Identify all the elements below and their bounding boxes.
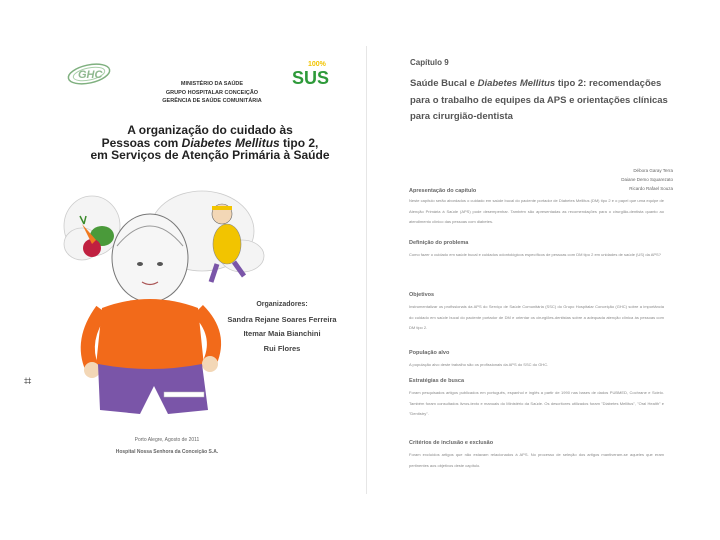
- sus-badge-top: 100%: [308, 61, 326, 68]
- organizers-block: [222, 298, 342, 356]
- sus-badge-main: SUS: [292, 68, 330, 88]
- chapter-title-line3: para cirurgião-dentista: [410, 111, 513, 122]
- organizer-name: Rui Flores: [263, 343, 301, 353]
- section-heading-criteria: Critérios de inclusão e exclusão: [409, 440, 494, 446]
- chapter-title-line1: Saúde Bucal e Diabetes Mellitus tipo 2: recomendações: [410, 78, 662, 89]
- footer-place-date: Porto Alegre, Agosto de 2011: [134, 437, 200, 443]
- author-name: Ricardo Rafael Souza: [629, 186, 673, 191]
- author-name: Débora Garay Terra: [633, 168, 673, 173]
- side-mark-icon: ⌗: [24, 373, 32, 388]
- organizer-name: Sandra Rejane Soares Ferreira: [227, 314, 337, 324]
- section-heading-problem: Definição do problema: [409, 240, 469, 246]
- chapter-page: [366, 46, 689, 494]
- cover-title: [62, 124, 358, 162]
- cover-title-line1: A organização do cuidado às: [127, 123, 293, 137]
- chapter-title-line2: para o trabalho de equipes da APS e orientações clínicas: [410, 94, 668, 106]
- section-heading-population: População alvo: [409, 350, 450, 356]
- footer-publisher: Hospital Nossa Senhora da Conceição S.A.: [115, 449, 219, 455]
- section-heading-search: Estratégias de busca: [409, 378, 465, 384]
- cover-header: [122, 80, 302, 106]
- cover-title-line3: em Serviços de Atenção Primária à Saúde: [90, 148, 330, 162]
- chapter-title: [410, 76, 680, 126]
- organizers-label: Organizadores:: [256, 301, 308, 308]
- section-body-criteria: Foram excluídos artigos que não estavam relacionados à APS. No processo de seleção dos artigos mantiveram-se aqueles que eram pertinentes aos objetivos deste capítulo.: [409, 452, 664, 468]
- header-line-ministry: MINISTÉRIO DA SAÚDE: [180, 81, 244, 87]
- header-line-group: GRUPO HOSPITALAR CONCEIÇÃO: [165, 89, 259, 96]
- section-body-population: A população alvo deste trabalho são os profissionais da APS do SSC do GHC.: [409, 362, 549, 367]
- chapter-number: Capítulo 9: [410, 58, 449, 67]
- section-heading-objectives: Objetivos: [409, 292, 435, 298]
- cover-footer: [62, 434, 272, 458]
- section-body-problem: Como fazer o cuidado em saúde bucal e cuidados odontológicos específicos de pessoas com DM tipo 2 em unidades de saúde (US) da APS?: [409, 252, 661, 257]
- section-body-presentation: Neste capítulo serão abordados o cuidado em saúde bucal do paciente portador de Diabetes Mellitus (DM) tipo 2 e o papel que uma equipe de Atenção Primária à Saúde (APS) pode desempenhar. Também são apresentadas as recomendações para o cirurgião-dentista quanto ao atendimento clínico das pessoas com diabetes.: [409, 198, 664, 224]
- book-cover: [62, 48, 358, 468]
- chapter-authors: [567, 166, 673, 193]
- organizer-name: Itemar Maia Bianchini: [243, 329, 321, 338]
- author-name: Daiane Demo Squarezato: [621, 177, 673, 182]
- section-body-search: Foram pesquisados artigos publicados em português, espanhol e inglês a partir de 1990 nas bases de dados PUBMED, Cochrane e Scielo. Também foram consultados livros-texto e manuais do Ministério da Saúde. Os descritores utilizados foram "Diabetes Mellitus", "Oral Health" e "Dentistry".: [409, 390, 664, 416]
- section-body-objectives: Instrumentalizar os profissionais da APS do Serviço de Saúde Comunitária (SSC) do Grupo Hospitalar Conceição (GHC) sobre a importância do cuidado em saúde bucal do paciente portador de DM e orientar os cirurgiões-dentistas sobre a adequada atenção clínica às pessoas com DM tipo 2.: [409, 304, 664, 330]
- header-line-management: GERÊNCIA DE SAÚDE COMUNITÁRIA: [162, 98, 262, 105]
- ghc-logo: [66, 62, 112, 86]
- cover-title-line2: Pessoas com Diabetes Mellitus tipo 2,: [101, 135, 319, 150]
- ghc-logo-text: GHC: [78, 69, 103, 81]
- section-heading-presentation: Apresentação do capítulo: [409, 188, 477, 194]
